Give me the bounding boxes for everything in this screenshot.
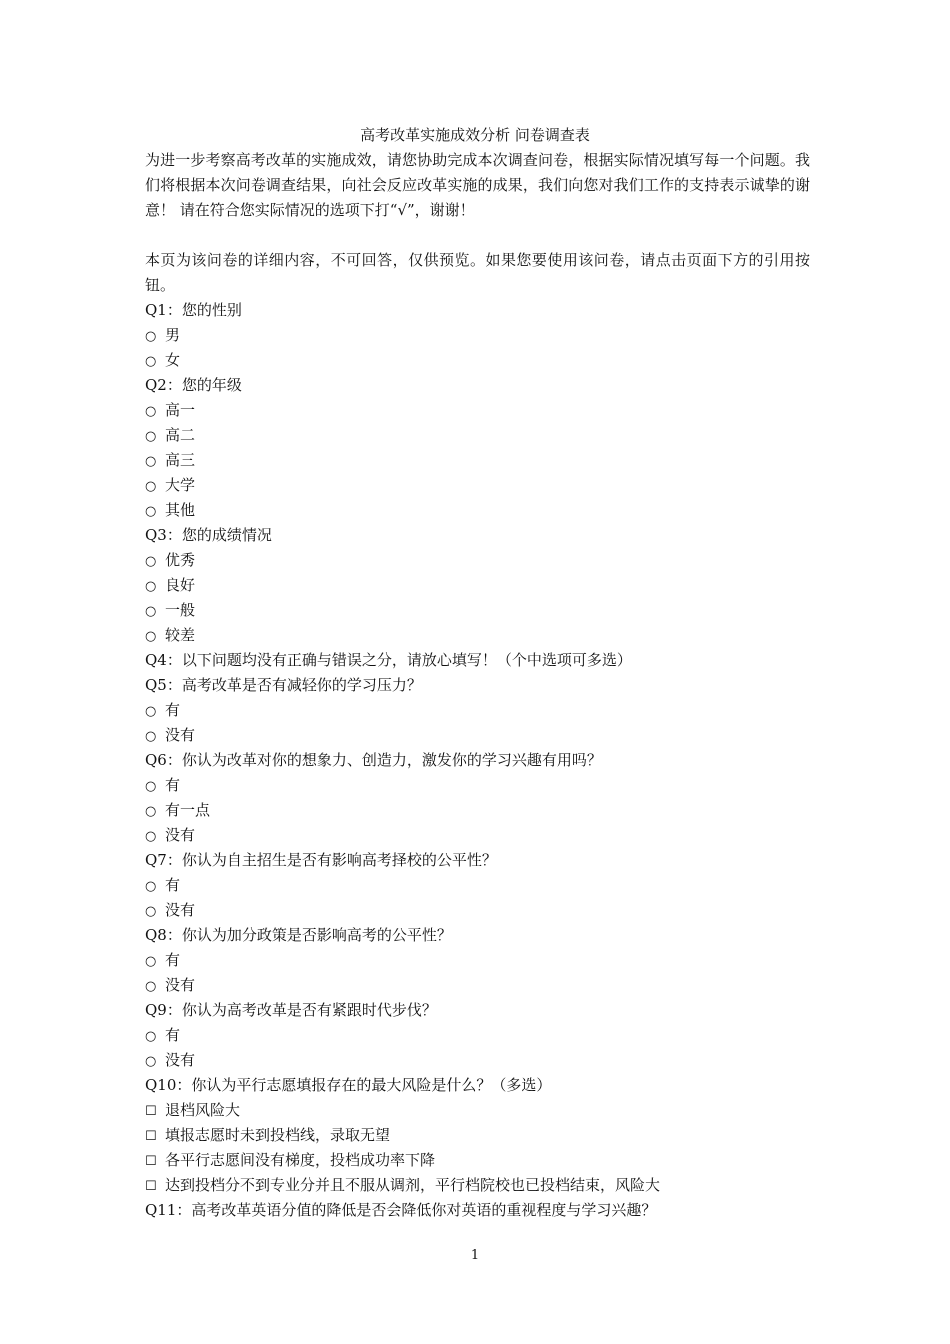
option-label: 没有 <box>165 1051 196 1069</box>
radio-circle-icon[interactable]: ○ <box>145 904 157 919</box>
page-number: 1 <box>470 1248 480 1263</box>
question-label: Q9：你认为高考改革是否有紧跟时代步伐？ <box>145 1001 437 1019</box>
radio-circle-icon[interactable]: ○ <box>145 604 157 619</box>
radio-circle-icon[interactable]: ○ <box>145 404 157 419</box>
radio-option[interactable] <box>145 473 810 498</box>
radio-option[interactable] <box>145 973 810 998</box>
radio-option[interactable] <box>145 773 810 798</box>
option-label: 没有 <box>165 901 196 919</box>
preview-notice: 本页为该问卷的详细内容，不可回答，仅供预览。如果您要使用该问卷，请点击页面下方的引用按钮。 <box>145 251 810 294</box>
radio-circle-icon[interactable]: ○ <box>145 629 157 644</box>
option-label: 男 <box>165 326 181 344</box>
option-label: 一般 <box>165 601 196 619</box>
radio-option[interactable] <box>145 898 810 923</box>
radio-option[interactable] <box>145 348 810 373</box>
question-label: Q10：你认为平行志愿填报存在的最大风险是什么？（多选） <box>145 1076 552 1094</box>
radio-option[interactable] <box>145 423 810 448</box>
option-label: 退档风险大 <box>165 1101 241 1119</box>
radio-circle-icon[interactable]: ○ <box>145 454 157 469</box>
option-label: 有 <box>165 951 181 969</box>
radio-circle-icon[interactable]: ○ <box>145 879 157 894</box>
checkbox-icon[interactable]: ☐ <box>145 1129 157 1144</box>
question-label: Q6：你认为改革对你的想象力、创造力，激发你的学习兴趣有用吗？ <box>145 751 602 769</box>
radio-circle-icon[interactable]: ○ <box>145 1054 157 1069</box>
radio-option[interactable] <box>145 798 810 823</box>
option-label: 有 <box>165 701 181 719</box>
radio-circle-icon[interactable]: ○ <box>145 704 157 719</box>
radio-option[interactable] <box>145 723 810 748</box>
checkbox-option[interactable] <box>145 1098 810 1123</box>
radio-option[interactable] <box>145 548 810 573</box>
radio-option[interactable] <box>145 573 810 598</box>
question-label: Q11：高考改革英语分值的降低是否会降低你对英语的重视程度与学习兴趣？ <box>145 1201 657 1219</box>
question-label: Q2：您的年级 <box>145 376 242 394</box>
checkbox-option[interactable] <box>145 1148 810 1173</box>
question-label: Q8：你认为加分政策是否影响高考的公平性？ <box>145 926 452 944</box>
option-label: 有 <box>165 1026 181 1044</box>
survey-title: 高考改革实施成效分析 问卷调查表 <box>360 126 590 144</box>
radio-circle-icon[interactable]: ○ <box>145 479 157 494</box>
option-label: 有 <box>165 776 181 794</box>
radio-circle-icon[interactable]: ○ <box>145 829 157 844</box>
question-label: Q5：高考改革是否有减轻你的学习压力？ <box>145 676 422 694</box>
checkbox-option[interactable] <box>145 1123 810 1148</box>
option-label: 没有 <box>165 976 196 994</box>
radio-option[interactable] <box>145 873 810 898</box>
option-label: 各平行志愿间没有梯度，投档成功率下降 <box>165 1151 436 1169</box>
option-label: 有一点 <box>165 801 211 819</box>
option-label: 高三 <box>165 451 196 469</box>
option-label: 填报志愿时未到投档线，录取无望 <box>165 1126 391 1144</box>
option-label: 大学 <box>165 476 196 494</box>
option-label: 达到投档分不到专业分并且不服从调剂，平行档院校也已投档结束，风险大 <box>165 1176 661 1194</box>
intro-paragraph: 为进一步考察高考改革的实施成效，请您协助完成本次调查问卷，根据实际情况填写每一个问题。我们将根据本次问卷调查结果，向社会反应改革实施的成果，我们向您对我们工作的支持表示诚挚的谢意！ 请在符合您实际情况的选项下打“√”，谢谢！ <box>145 151 810 219</box>
option-label: 没有 <box>165 726 196 744</box>
radio-circle-icon[interactable]: ○ <box>145 804 157 819</box>
option-label: 高二 <box>165 426 196 444</box>
radio-option[interactable] <box>145 1048 810 1073</box>
radio-option[interactable] <box>145 398 810 423</box>
radio-option[interactable] <box>145 598 810 623</box>
radio-circle-icon[interactable]: ○ <box>145 504 157 519</box>
option-label: 没有 <box>165 826 196 844</box>
option-label: 女 <box>165 351 181 369</box>
radio-option[interactable] <box>145 623 810 648</box>
radio-circle-icon[interactable]: ○ <box>145 954 157 969</box>
radio-option[interactable] <box>145 1023 810 1048</box>
option-label: 其他 <box>165 501 196 519</box>
option-label: 优秀 <box>165 551 196 569</box>
radio-circle-icon[interactable]: ○ <box>145 729 157 744</box>
question-label: Q1：您的性别 <box>145 301 242 319</box>
checkbox-icon[interactable]: ☐ <box>145 1104 157 1119</box>
radio-option[interactable] <box>145 698 810 723</box>
radio-option[interactable] <box>145 448 810 473</box>
radio-option[interactable] <box>145 823 810 848</box>
radio-circle-icon[interactable]: ○ <box>145 554 157 569</box>
radio-circle-icon[interactable]: ○ <box>145 429 157 444</box>
question-label: Q3：您的成绩情况 <box>145 526 272 544</box>
radio-option[interactable] <box>145 323 810 348</box>
checkbox-option[interactable] <box>145 1173 810 1198</box>
radio-circle-icon[interactable]: ○ <box>145 354 157 369</box>
survey-body <box>145 148 810 1223</box>
radio-circle-icon[interactable]: ○ <box>145 329 157 344</box>
radio-option[interactable] <box>145 498 810 523</box>
option-label: 良好 <box>165 576 196 594</box>
radio-circle-icon[interactable]: ○ <box>145 979 157 994</box>
question-label: Q4：以下问题均没有正确与错误之分，请放心填写！（个中选项可多选） <box>145 651 632 669</box>
checkbox-icon[interactable]: ☐ <box>145 1154 157 1169</box>
option-label: 有 <box>165 876 181 894</box>
radio-option[interactable] <box>145 948 810 973</box>
question-label: Q7：你认为自主招生是否有影响高考择校的公平性？ <box>145 851 497 869</box>
radio-circle-icon[interactable]: ○ <box>145 1029 157 1044</box>
radio-circle-icon[interactable]: ○ <box>145 579 157 594</box>
checkbox-icon[interactable]: ☐ <box>145 1179 157 1194</box>
option-label: 较差 <box>165 626 196 644</box>
question-list <box>145 298 810 1223</box>
option-label: 高一 <box>165 401 196 419</box>
radio-circle-icon[interactable]: ○ <box>145 779 157 794</box>
